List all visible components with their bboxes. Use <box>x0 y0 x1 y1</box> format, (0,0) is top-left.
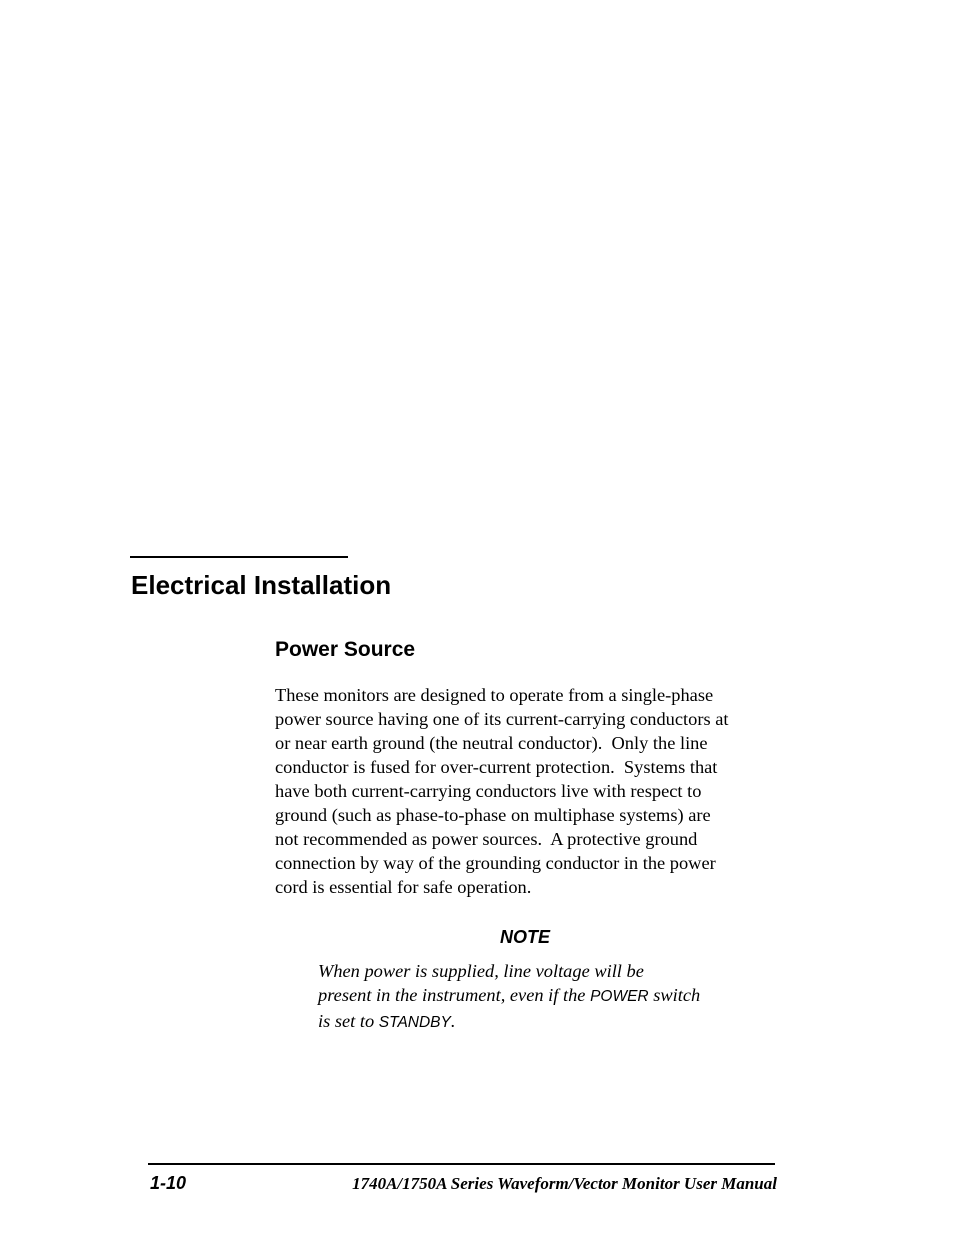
subsection-title: Power Source <box>275 638 416 661</box>
paragraph-line: cord is essential for safe operation. <box>275 877 532 897</box>
note-text <box>318 959 758 1035</box>
paragraph-line: power source having one of its current-carrying conductors at <box>275 709 729 729</box>
note-heading: NOTE <box>500 927 551 947</box>
note-text-fragment: switch <box>648 985 701 1005</box>
section-title: Electrical Installation <box>131 570 392 600</box>
standby-term: STANDBY <box>378 1014 451 1031</box>
power-switch-term: POWER <box>590 988 649 1005</box>
page-number: 1-10 <box>150 1173 187 1193</box>
note-line: When power is supplied, line voltage will be <box>318 961 644 981</box>
section-rule <box>130 556 348 558</box>
note-line <box>318 983 758 1009</box>
note-text-fragment: . <box>450 1011 456 1031</box>
note-text-fragment: is set to <box>318 1011 379 1031</box>
manual-title: 1740A/1750A Series Waveform/Vector Monitor User Manual <box>352 1174 777 1193</box>
paragraph-line: connection by way of the grounding conductor in the power <box>275 853 716 873</box>
paragraph-line: or near earth ground (the neutral conductor). Only the line <box>275 733 708 753</box>
footer-rule <box>148 1163 775 1165</box>
power-source-paragraph <box>275 683 795 899</box>
paragraph-line: conductor is fused for over-current protection. Systems that <box>275 757 718 777</box>
paragraph-line: These monitors are designed to operate from a single-phase <box>275 685 714 705</box>
note-line <box>318 1009 758 1035</box>
paragraph-line: not recommended as power sources. A protective ground <box>275 829 698 849</box>
paragraph-line: have both current-carrying conductors live with respect to <box>275 781 702 801</box>
note-text-fragment: present in the instrument, even if the <box>318 985 591 1005</box>
paragraph-line: ground (such as phase-to-phase on multiphase systems) are <box>275 805 711 825</box>
